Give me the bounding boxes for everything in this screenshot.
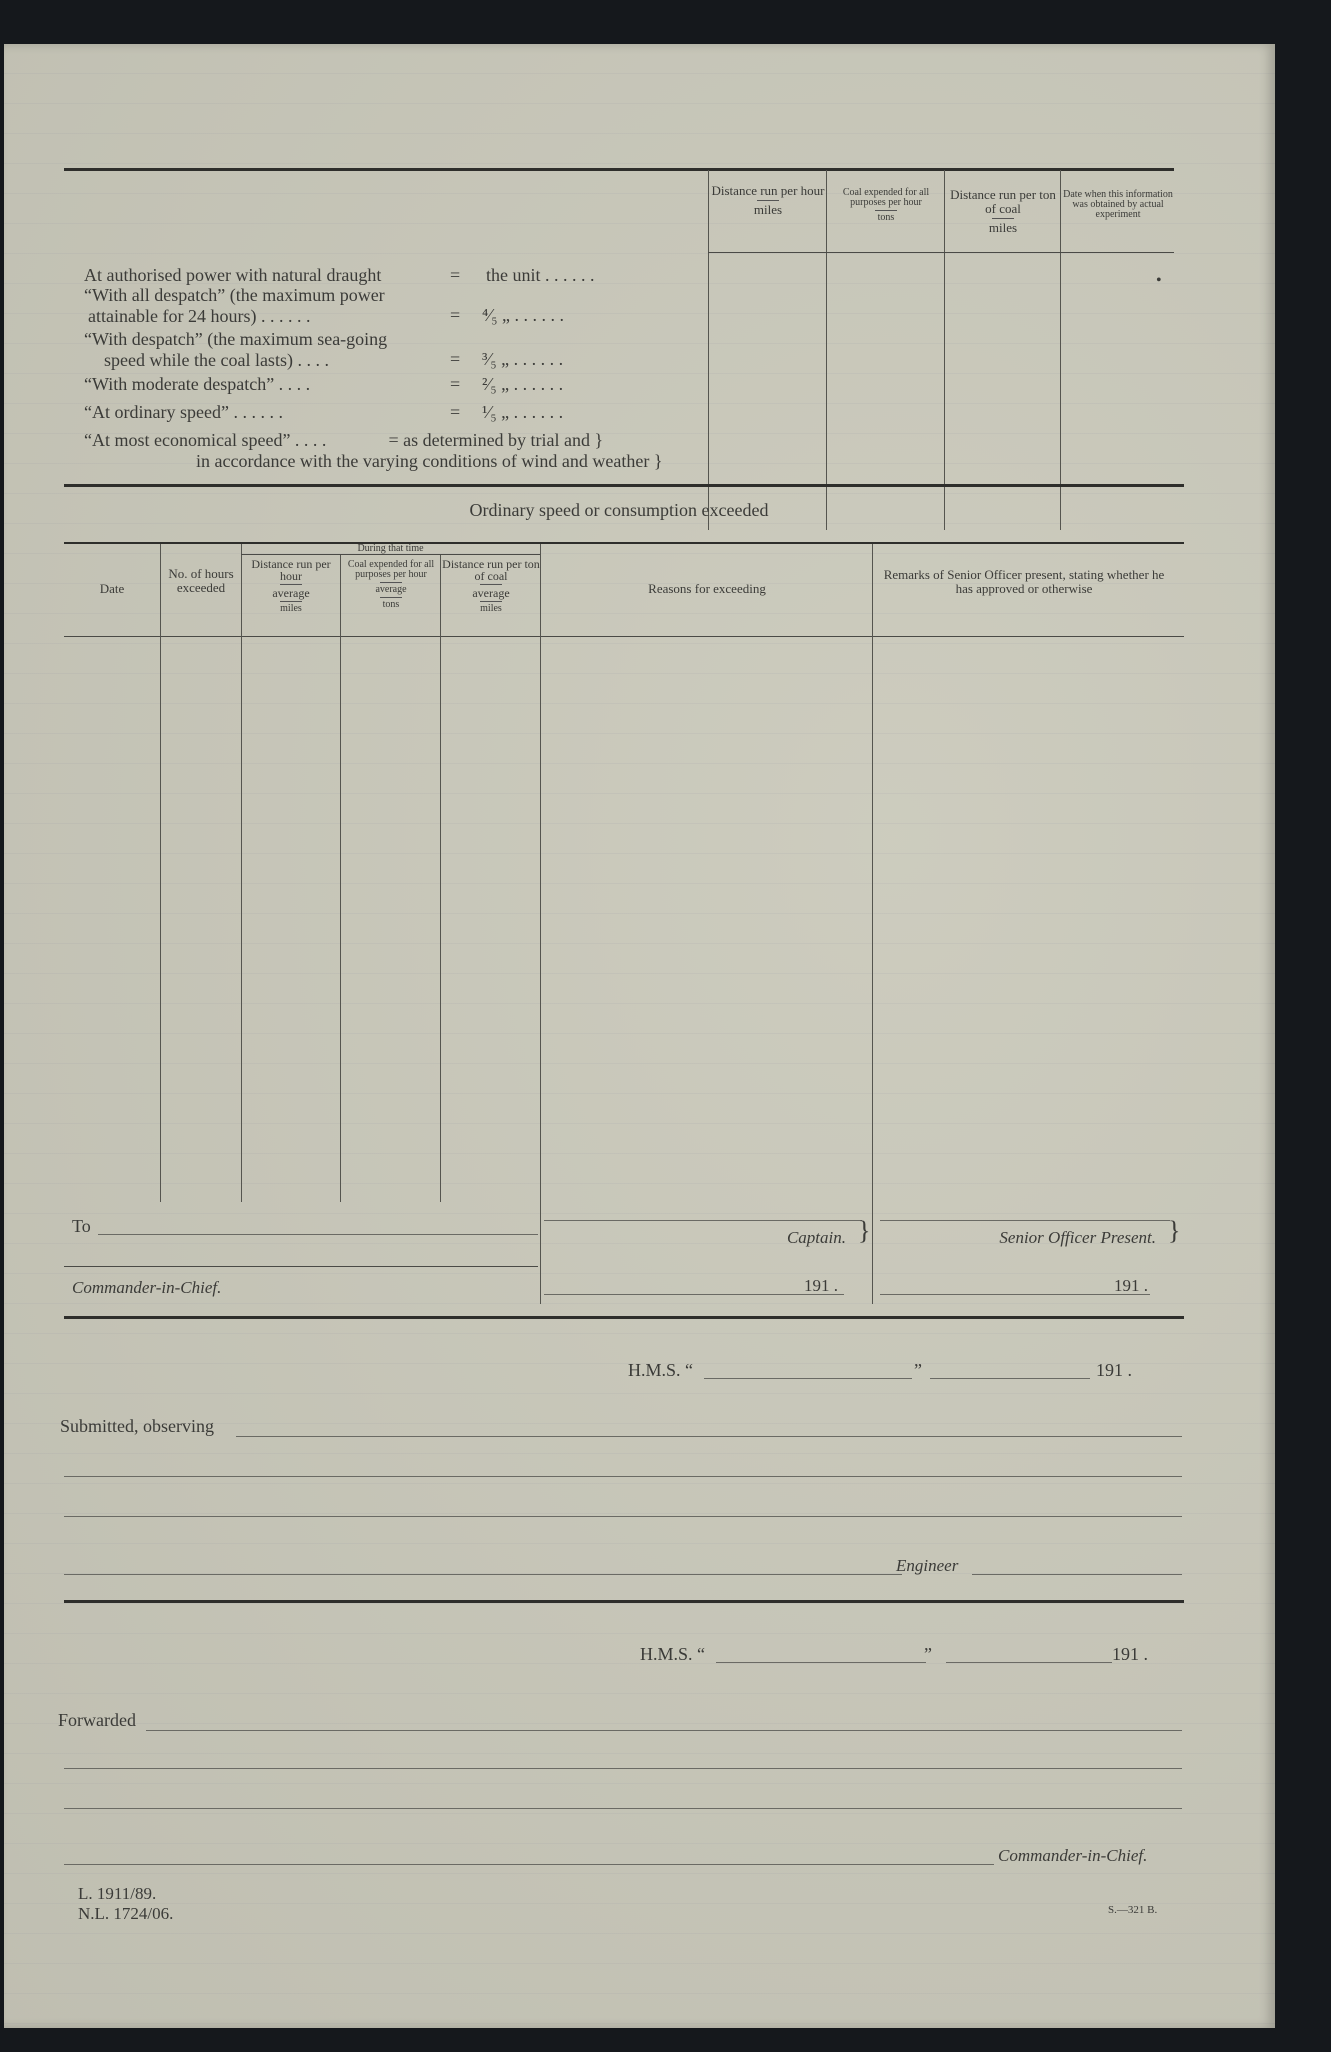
submitted-line-2[interactable] <box>64 1476 1182 1477</box>
col-header-distance-per-ton: Distance run per ton of coal miles <box>950 187 1056 235</box>
forwarded-field[interactable] <box>146 1730 1182 1731</box>
submitted-line-4[interactable] <box>64 1574 902 1575</box>
senior-officer-date-field[interactable] <box>880 1294 1150 1295</box>
commander-in-chief-label: Commander-in-Chief. <box>72 1278 222 1297</box>
reference-numbers: L. 1911/89. N.L. 1724/06. <box>78 1884 174 1923</box>
col-header-date: Date <box>99 581 125 596</box>
captain-signature-field[interactable] <box>544 1220 862 1221</box>
section1-bottom-rule <box>64 484 1184 487</box>
senior-officer-label: Senior Officer Present. <box>999 1228 1156 1247</box>
engineer-label: Engineer <box>896 1556 959 1575</box>
hms-label-2: H.M.S. “ <box>640 1644 706 1664</box>
col-header-avg-distance: Distance run per hour average miles <box>251 557 331 614</box>
section2-title: Ordinary speed or consumption exceeded <box>469 500 769 520</box>
to-field[interactable] <box>98 1234 538 1235</box>
year-1: 191 . <box>1096 1360 1132 1380</box>
forwarded-line-4[interactable] <box>64 1864 994 1865</box>
col-header-reasons: Reasons for exceeding <box>648 581 766 596</box>
section3-bottom-rule <box>64 1600 1184 1603</box>
date-field-1[interactable] <box>930 1378 1090 1379</box>
speed-row-all-despatch: “With all despatch” (the maximum power attainable for 24 hours) . . . . . . = ⁴⁄₅ „ . . . . . . <box>84 285 565 326</box>
form-number: S.—321 B. <box>1108 1904 1158 1916</box>
hms-label-1: H.M.S. “ <box>628 1360 694 1380</box>
forwarded-label: Forwarded <box>58 1710 136 1730</box>
forwarded-line-3[interactable] <box>64 1808 1182 1809</box>
senior-officer-year: 191 . <box>1114 1276 1148 1295</box>
ship-name-field-1[interactable] <box>704 1378 912 1379</box>
speed-row-ordinary: “At ordinary speed” . . . . . . = ¹⁄₅ „ . . . . . . <box>84 402 564 422</box>
engineer-signature-field[interactable] <box>972 1574 1182 1575</box>
form-page: Distance run per hour miles Coal expended for all purposes per hour tons Distance run per ton of coal miles Date when this information was obtained by actual experiment At authorised power with natural draught = the unit . . . . . . “With all despatch” (the maximum power attainable for 24 hours) . . . . . . = ⁴⁄₅ „ . . . . . . “With despatch” (the maximum sea-going speed while the coal lasts) . . . . = ³⁄₅ „ . . . . . . “With moderate despatch” . . . . = ²⁄₅ „ . . . . . . “At ordinary speed” . . . . . . = ¹⁄₅ „ . . . . . . “At most economical speed” . . . . = as determined by trial and } in accordance with the varying conditions of wind and weather } • Ordinary speed or consumption exceeded Date No. of hours exceeded During that time Distance run per hour average miles Coal expended for all purposes per hour average tons Distance run per ton of coal average miles Reasons for exceeding Remarks of Senior Officer present, stating whether he has approved or otherwise To Commander-in-Chief. Captain. } 191 . Senior Officer Present. } 191 . H.M.S. “ ” 191 . Submitted, observing Engineer H.M.S. “ ” 191 . Forwarded Commander-in-Chief. L. 1911/89. N.L. 1724/06. S.—321 B. <box>4 44 1275 2028</box>
col-header-avg-coal: Coal expended for all purposes per hour average tons <box>347 559 435 610</box>
captain-date-field[interactable] <box>544 1294 844 1295</box>
to-label: To <box>72 1216 91 1236</box>
submitted-label: Submitted, observing <box>60 1416 214 1436</box>
commander-in-chief-label-2: Commander-in-Chief. <box>998 1846 1148 1865</box>
date-field-2[interactable] <box>946 1662 1112 1663</box>
col-header-distance-per-hour: Distance run per hour miles <box>711 183 825 217</box>
senior-officer-signature-field[interactable] <box>880 1220 1170 1221</box>
col-header-during-that-time: During that time <box>357 543 424 554</box>
col-header-remarks: Remarks of Senior Officer present, stating whether he has approved or otherwise <box>883 567 1165 596</box>
section2-bottom-rule <box>64 1316 1184 1319</box>
speed-row-despatch: “With despatch” (the maximum sea-going speed while the coal lasts) . . . . = ³⁄₅ „ . . . . . . <box>84 329 564 370</box>
submitted-field[interactable] <box>236 1436 1182 1437</box>
col-header-hours-exceeded: No. of hours exceeded <box>168 566 234 595</box>
col-header-coal-per-hour: Coal expended for all purposes per hour tons <box>842 187 930 223</box>
captain-label: Captain. <box>786 1228 846 1247</box>
speed-row-economical: “At most economical speed” . . . . = as determined by trial and } in accordance with the varying conditions of wind and weather } <box>84 430 663 471</box>
col-header-date-experiment: Date when this information was obtained by actual experiment <box>1063 189 1173 220</box>
ship-name-field-2[interactable] <box>716 1662 926 1663</box>
top-rule <box>64 168 1174 171</box>
speed-row-moderate: “With moderate despatch” . . . . = ²⁄₅ „ . . . . . . <box>84 374 564 394</box>
ink-dot: • <box>1156 272 1162 289</box>
submitted-line-3[interactable] <box>64 1516 1182 1517</box>
captain-year: 191 . <box>804 1276 838 1295</box>
speed-row-authorised: At authorised power with natural draught = the unit . . . . . . <box>84 265 595 285</box>
year-2: 191 . <box>1112 1644 1148 1664</box>
forwarded-line-2[interactable] <box>64 1768 1182 1769</box>
col-header-avg-distance-per-ton: Distance run per ton of coal average miles <box>442 557 540 614</box>
